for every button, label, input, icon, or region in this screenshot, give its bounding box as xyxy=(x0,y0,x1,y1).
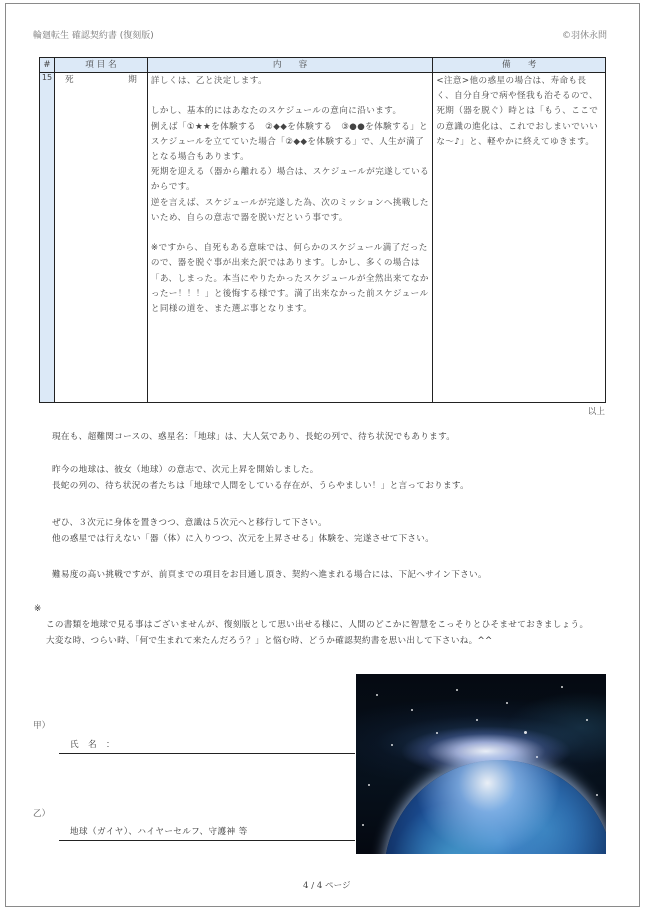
content-line: ※ですから、自死もある意味では、何らかのスケジュール満了だったので、器を脱ぐ事が出来た訳ではあります。しかし、多くの場合は「あ、しまった。本当にやりたかったスケジュールが全然出来てなかったー！！！」と後悔する様です。満了出来なかった前スケジュールと同様の道を、また選ぶ事となります。 xyxy=(150,243,429,315)
row-number: 15 xyxy=(40,73,55,403)
note-paragraph: 大変な時、つらい時、「何で生まれて来たんだろう？」と悩む時、どうか確認契約書を思い出して下さいね。^^ xyxy=(46,636,493,646)
column-header-remarks: 備 考 xyxy=(433,58,606,73)
content-blank-line xyxy=(151,226,430,241)
content-blank-line xyxy=(151,89,430,104)
item-name-part2: 期 xyxy=(128,75,137,85)
content-line: しかし、基本的にはあなたのスケジュールの意向に沿います。 xyxy=(150,106,402,117)
body-paragraph-1 xyxy=(34,429,619,445)
document-page xyxy=(5,3,640,907)
body-paragraph-4 xyxy=(34,567,619,583)
page-number: 4 / 4 ページ xyxy=(303,881,351,891)
paragraph-text: ぜひ、３次元に身体を置きつつ、意識は５次元へと移行して下さい。 xyxy=(52,518,328,528)
row-remarks: <注意>他の惑星の場合は、寿命も長く、自分自身で病や怪我も治そるので、死期（器を脱ぐ）時とは「もう、ここでの意識の進化は、これでおしまいでいいな〜♪」と、軽やかに終えてゆきます。 xyxy=(433,73,606,403)
item-name-part1: 死 xyxy=(64,75,74,85)
content-line: 死期を迎える（器から離れる）場合は、スケジュールが完遂しているからです。 xyxy=(150,167,430,193)
contract-table xyxy=(39,57,606,403)
column-header-content: 内 容 xyxy=(147,58,432,73)
paragraph-text: 難易度の高い挑戦ですが、前頁までの項目をお目通し頂き、契約へ進まれる場合には、下記へサイン下さい。 xyxy=(52,570,487,580)
paragraph-text: 昨今の地球は、彼女（地球）の意志で、次元上昇を開始しました。 xyxy=(52,465,319,475)
party-b-value: 地球（ガイヤ）、ハイヤーセルフ、守護神 等 xyxy=(59,825,355,841)
earth-planet-graphic xyxy=(384,760,606,854)
content-line: 詳しくは、乙と決定します。 xyxy=(150,76,268,86)
body-paragraph-2 xyxy=(34,462,619,494)
column-header-number: # xyxy=(40,58,55,73)
paragraph-text: 長蛇の列の、待ち状況の者たちは「地球で人間をしている存在が、うらやましい！」と言っております。 xyxy=(52,481,469,491)
paragraph-text: 現在も、超難関コースの、惑星名：「地球」は、大人気であり、長蛇の列で、待ち状況でもあります。 xyxy=(52,432,456,442)
earth-image xyxy=(356,674,606,854)
column-header-item-name: 項 目 名 xyxy=(54,58,147,73)
body-paragraph-3 xyxy=(34,515,619,547)
row-item-name xyxy=(54,73,147,403)
party-b-label: 乙） xyxy=(33,809,51,819)
end-mark: 以上 xyxy=(587,407,605,417)
document-title: 輪廻転生 確認契約書 (復刻版) xyxy=(33,31,154,41)
party-a-name-field[interactable]: 氏 名 ： xyxy=(59,738,355,754)
copyright-author: ©羽休永問 xyxy=(561,31,607,41)
note-mark: ※ xyxy=(34,604,42,614)
content-line: 例えば「①★★を体験する ②◆◆を体験する ③●●を体験する」とスケジュールを立てていた場合「②◆◆を体験する」で、人生が満了となる場合もあります。 xyxy=(150,121,429,162)
table-header-row xyxy=(40,58,606,73)
note-section xyxy=(34,601,619,649)
content-line: 逆を言えば、スケジュールが完遂した為、次のミッションへ挑戦したいため、自らの意志で器を脱いだという事です。 xyxy=(150,197,429,223)
paragraph-text: 他の惑星では行えない「器（体）に入りつつ、次元を上昇させる」体験を、完遂させて下さい。 xyxy=(52,534,435,544)
row-content xyxy=(147,73,432,403)
party-a-label: 甲） xyxy=(33,721,51,731)
table-row xyxy=(40,73,606,403)
note-paragraph: この書類を地球で見る事はございませんが、復刻版として思い出せる様に、人間のどこかに智慧をこっそりとひそませておきましょう。 xyxy=(46,620,589,630)
